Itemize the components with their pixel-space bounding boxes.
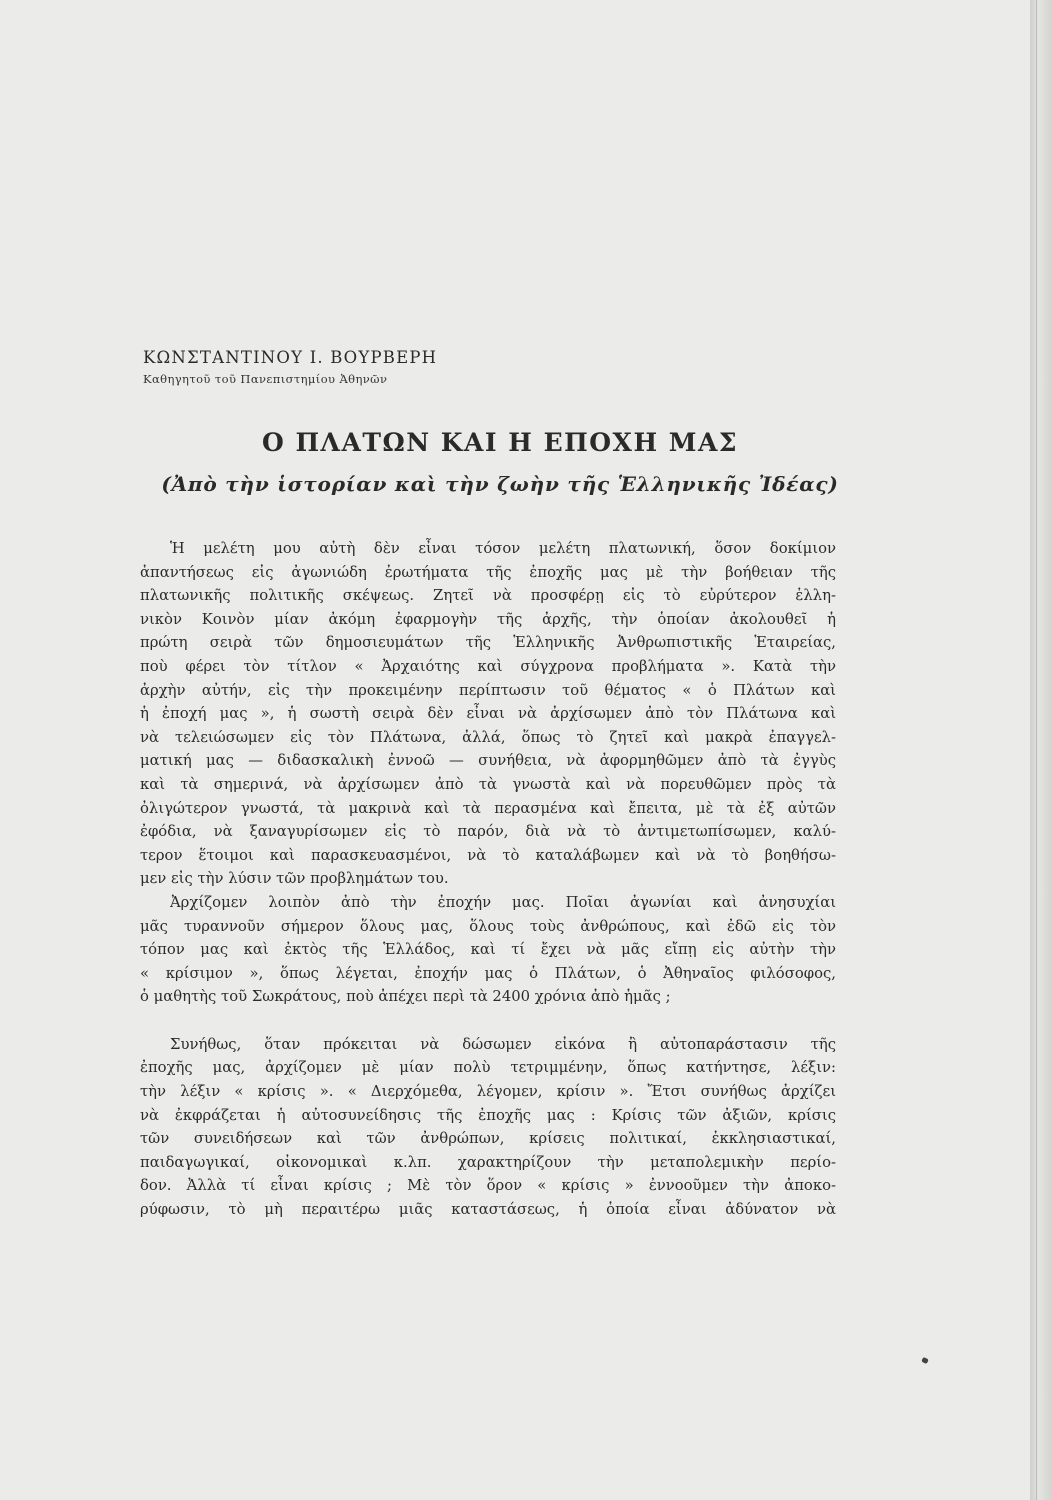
author-affiliation: Καθηγητοῦ τοῦ Πανεπιστημίου Ἀθηνῶν — [143, 372, 388, 386]
text-line: ὀλιγώτερον γνωστά, τὰ μακρινὰ καὶ τὰ περασμένα καὶ ἔπειτα, μὲ τὰ ἐξ αὐτῶν — [140, 799, 836, 817]
text-line: μᾶς τυραννοῦν σήμερον ὅλους μας, ὅλους τοὺς ἀνθρώπους, καὶ ἐδῶ εἰς τὸν — [140, 917, 836, 935]
text-line: ποὺ φέρει τὸν τίτλον « Ἀρχαιότης καὶ σύγχρονα προβλήματα ». Κατὰ τὴν — [140, 657, 836, 675]
text-line: μεν εἰς τὴν λύσιν τῶν προβλημάτων του. — [140, 870, 449, 888]
text-line: παιδαγωγικαί, οἰκονομικαὶ κ.λπ. χαρακτηρίζουν τὴν μεταπολεμικὴν περίο- — [140, 1153, 836, 1171]
text-line: ἀρχὴν αὐτήν, εἰς τὴν προκειμένην περίπτωσιν τοῦ θέματος « ὁ Πλάτων καὶ — [140, 681, 836, 699]
text-line: ἡ ἐποχή μας », ἡ σωστὴ σειρὰ δὲν εἶναι νὰ ἀρχίσωμεν ἀπὸ τὸν Πλάτωνα καὶ — [140, 705, 836, 723]
text-line: νὰ τελειώσωμεν εἰς τὸν Πλάτωνα, ἀλλά, ὅπως τὸ ζητεῖ καὶ μακρὰ ἐπαγγελ- — [140, 728, 836, 746]
article-subtitle: (Ἀπὸ τὴν ἱστορίαν καὶ τὴν ζωὴν τῆς Ἑλληνικῆς Ἰδέας) — [161, 472, 839, 496]
author-name: ΚΩΝΣΤΑΝΤΙΝΟΥ Ι. ΒΟΥΡΒΕΡΗ — [143, 348, 438, 367]
paragraph-gap — [140, 1009, 836, 1033]
paragraph — [140, 1033, 836, 1222]
text-line: Ἡ μελέτη μου αὐτὴ δὲν εἶναι τόσον μελέτη πλατωνική, ὅσον δοκίμιον — [170, 540, 836, 557]
text-line: τῶν συνειδήσεων καὶ τῶν ἀνθρώπων, κρίσεις πολιτικαί, ἐκκλησιαστικαί, — [140, 1130, 836, 1148]
text-line: ματική μας — διδασκαλικὴ ἐννοῶ — συνήθεια, νὰ ἀφορμηθῶμεν ἀπὸ τὰ ἐγγὺς — [140, 752, 836, 770]
text-line: « κρίσιμον », ὅπως λέγεται, ἐποχήν μας ὁ Πλάτων, ὁ Ἀθηναῖος φιλόσοφος, — [140, 964, 836, 982]
paragraph — [140, 537, 836, 891]
text-line: ὁ μαθητὴς τοῦ Σωκράτους, ποὺ ἀπέχει περὶ τὰ 2400 χρόνια ἀπὸ ἡμᾶς ; — [140, 988, 671, 1006]
article-body — [140, 537, 836, 1222]
article-header — [143, 348, 437, 387]
paragraph — [140, 891, 836, 1009]
text-line: καὶ τὰ σημερινά, νὰ ἀρχίσωμεν ἀπὸ τὰ γνωστὰ καὶ νὰ πορευθῶμεν πρὸς τὰ — [140, 775, 836, 793]
text-line: τόπον μας καὶ ἐκτὸς τῆς Ἑλλάδος, καὶ τί ἔχει νὰ μᾶς εἴπῃ εἰς αὐτὴν τὴν — [140, 941, 836, 959]
text-line: τὴν λέξιν « κρίσις ». « Διερχόμεθα, λέγομεν, κρίσιν ». Ἔτσι συνήθως ἀρχίζει — [140, 1083, 836, 1101]
text-line: νὰ ἐκφράζεται ἡ αὐτοσυνείδησις τῆς ἐποχῆς μας : Κρίσις τῶν ἀξιῶν, κρίσις — [140, 1106, 836, 1124]
text-line: τερον ἕτοιμοι καὶ παρασκευασμένοι, νὰ τὸ καταλάβωμεν καὶ νὰ τὸ βοηθήσω- — [140, 846, 836, 864]
text-line: νικὸν Κοινὸν μίαν ἀκόμη ἐφαρμογὴν τῆς ἀρχῆς, τὴν ὁποίαν ἀκολουθεῖ ἡ — [140, 610, 836, 628]
text-line: δον. Ἀλλὰ τί εἶναι κρίσις ; Μὲ τὸν ὅρον « κρίσις » ἐννοοῦμεν τὴν ἀποκο- — [140, 1177, 836, 1195]
text-line: ἀπαντήσεως εἰς ἀγωνιώδη ἐρωτήματα τῆς ἐποχῆς μας μὲ τὴν βοήθειαν τῆς — [140, 563, 836, 581]
article-title: Ο ΠΛΑΤΩΝ ΚΑΙ Η ΕΠΟΧΗ ΜΑΣ — [261, 428, 739, 457]
text-line: ρύφωσιν, τὸ μὴ περαιτέρω μιᾶς καταστάσεως, ἡ ὁποία εἶναι ἀδύνατον νὰ — [140, 1201, 836, 1219]
text-line: πλατωνικῆς πολιτικῆς σκέψεως. Ζητεῖ νὰ προσφέρῃ εἰς τὸ εὐρύτερον ἑλλη- — [140, 587, 836, 605]
text-line: ἐφόδια, νὰ ξαναγυρίσωμεν εἰς τὸ παρόν, διὰ νὰ τὸ ἀντιμετωπίσωμεν, καλύ- — [140, 823, 836, 841]
text-line: ἐποχῆς μας, ἀρχίζομεν μὲ μίαν πολὺ τετριμμένην, ὅπως κατήντησε, λέξιν: — [140, 1059, 836, 1077]
text-line: Ἀρχίζομεν λοιπὸν ἀπὸ τὴν ἐποχήν μας. Ποῖαι ἀγωνίαι καὶ ἀνησυχίαι — [170, 893, 836, 911]
text-line: Συνήθως, ὅταν πρόκειται νὰ δώσωμεν εἰκόνα ἢ αὐτοπαράστασιν τῆς — [170, 1035, 836, 1053]
scan-speck — [921, 1357, 929, 1364]
page-binding-edge — [1030, 0, 1052, 1500]
text-line: πρώτη σειρὰ τῶν δημοσιευμάτων τῆς Ἑλληνικῆς Ἀνθρωπιστικῆς Ἑταιρείας, — [140, 634, 836, 652]
